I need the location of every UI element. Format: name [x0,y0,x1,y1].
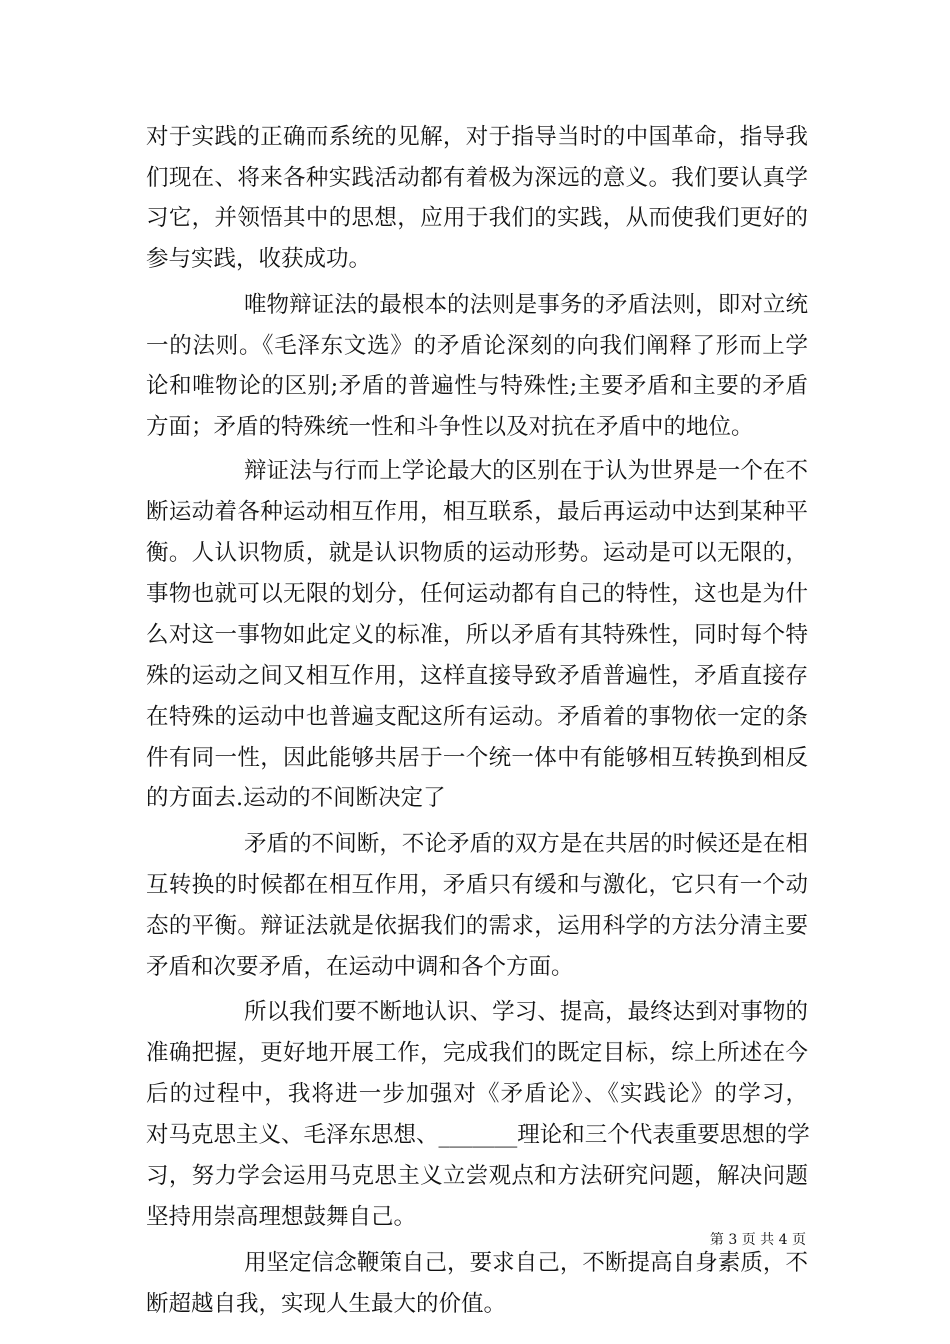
paragraph-5-line-3: 后的过程中，我将进一步加强对《矛盾论》、《实践论》的学习， [146,1081,808,1107]
paragraph-5-line-5: 习，努力学会运用马克思主义立尝观点和方法研究问题，解决问题 [146,1163,808,1189]
paragraph-2-line-4: 方面；矛盾的特殊统一性和斗争性以及对抗在矛盾中的地位。 [146,414,754,440]
paragraph-4-line-4: 矛盾和次要矛盾，在运动中调和各个方面。 [146,954,574,980]
paragraph-5-line-6: 坚持用崇高理想鼓舞自己。 [146,1204,417,1230]
paragraph-3-line-3: 衡。人认识物质，就是认识物质的运动形势。运动是可以无限的， [146,540,808,566]
paragraph-1-line-1: 对于实践的正确而系统的见解，对于指导当时的中国革命，指导我 [146,124,808,150]
page-number: 第 3 页 共 4 页 [709,1232,806,1248]
paragraph-3-line-6: 殊的运动之间又相互作用，这样直接导致矛盾普遍性，矛盾直接存 [146,663,808,689]
paragraph-4-line-2: 互转换的时候都在相互作用，矛盾只有缓和与激化，它只有一个动 [146,872,808,898]
paragraph-2-line-3: 论和唯物论的区别;矛盾的普遍性与特殊性;主要矛盾和主要的矛盾 [146,373,808,399]
paragraph-6-line-2: 断超越自我，实现人生最大的价值。 [146,1291,507,1317]
paragraph-1-line-2: 们现在、将来各种实践活动都有着极为深远的意义。我们要认真学 [146,165,808,191]
paragraph-3-line-2: 断运动着各种运动相互作用，相互联系，最后再运动中达到某种平 [146,499,808,525]
paragraph-3-line-1: 辩证法与行而上学论最大的区别在于认为世界是一个在不 [244,458,808,484]
paragraph-5-line-4: 对马克思主义、毛泽东思想、_______理论和三个代表重要思想的学 [146,1122,810,1148]
paragraph-5-line-1: 所以我们要不断地认识、学习、提高，最终达到对事物的 [244,999,808,1025]
paragraph-3-line-5: 么对这一事物如此定义的标准，所以矛盾有其特殊性，同时每个特 [146,622,808,648]
paragraph-5-line-2: 准确把握，更好地开展工作，完成我们的既定目标，综上所述在今 [146,1040,808,1066]
paragraph-3-line-9: 的方面去.运动的不间断决定了 [146,785,446,811]
paragraph-6-line-1: 用坚定信念鞭策自己，要求自己，不断提高自身素质，不 [244,1250,808,1276]
paragraph-3-line-7: 在特殊的运动中也普遍支配这所有运动。矛盾着的事物依一定的条 [146,704,808,730]
paragraph-4-line-3: 态的平衡。辩证法就是依据我们的需求，运用科学的方法分清主要 [146,913,808,939]
paragraph-1-line-4: 参与实践，收获成功。 [146,246,372,272]
paragraph-1-line-3: 习它，并领悟其中的思想，应用于我们的实践，从而使我们更好的 [146,205,808,231]
paragraph-4-line-1: 矛盾的不间断，不论矛盾的双方是在共居的时候还是在相 [244,831,808,857]
paragraph-2-line-1: 唯物辩证法的最根本的法则是事务的矛盾法则，即对立统 [244,292,808,318]
paragraph-3-line-8: 件有同一性，因此能够共居于一个统一体中有能够相互转换到相反 [146,745,808,771]
paragraph-2-line-2: 一的法则。《毛泽东文选》的矛盾论深刻的向我们阐释了形而上学 [146,333,808,359]
paragraph-3-line-4: 事物也就可以无限的划分，任何运动都有自己的特性，这也是为什 [146,581,808,607]
